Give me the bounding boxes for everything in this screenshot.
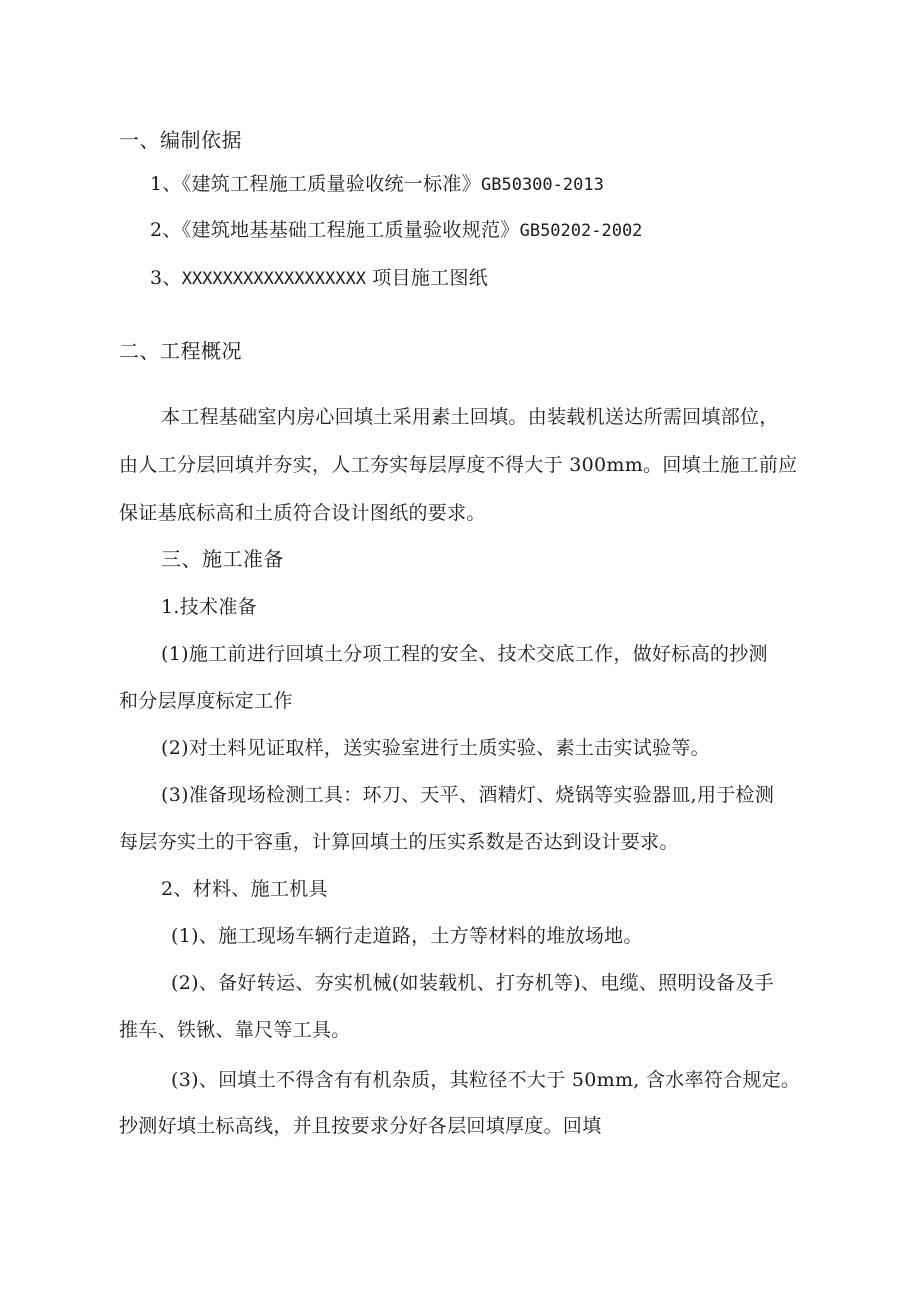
basis-item-2-title: 2、《建筑地基基础工程施工质量验收规范》 [150,219,520,241]
basis-item-3 [150,265,488,292]
materials-item-2-line-2: 推车、铁锹、靠尺等工具。 [119,1019,351,1041]
basis-item-2-code: GB50202-2002 [519,221,643,241]
overview-line-1: 本工程基础室内房心回填土采用素土回填。由装载机送达所需回填部位， [161,406,779,428]
overview-line-2: 由人工分层回填并夯实，人工夯实每层厚度不得大于 300mm。回填土施工前应 [119,454,798,476]
basis-item-1 [150,171,604,198]
section-heading-preparation: 三、施工准备 [161,547,284,571]
basis-item-1-code: GB50300-2013 [481,175,604,195]
materials-item-3-line-2: 抄测好填土标高线，并且按要求分好各层回填厚度。回填 [119,1115,602,1137]
technical-item-2: (2)对土料见证取样，送实验室进行土质实验、素土击实试验等。 [161,737,710,759]
subheading-technical: 1.技术准备 [161,596,257,618]
materials-item-3-line-1: (3)、回填土不得含有有机杂质，其粒径不大于 50mm, 含水率符合规定。 [171,1069,801,1091]
basis-item-2 [150,217,642,244]
technical-item-1-line-2: 和分层厚度标定工作 [119,690,293,712]
technical-item-1-line-1: (1)施工前进行回填土分项工程的安全、技术交底工作，做好标高的抄测 [161,643,768,665]
materials-item-1: (1)、施工现场车辆行走道路，土方等材料的堆放场地。 [171,925,643,947]
technical-item-3-line-1: (3)准备现场检测工具：环刀、天平、酒精灯、烧锅等实验器皿,用于检测 [161,784,775,806]
technical-item-3-line-2: 每层夯实土的干容重，计算回填土的压实系数是否达到设计要求。 [119,831,679,853]
section-heading-overview: 二、工程概况 [119,339,242,363]
basis-item-3-prefix: 3、 [150,267,182,289]
overview-line-3: 保证基底标高和土质符合设计图纸的要求。 [119,502,486,524]
basis-item-1-title: 1、《建筑工程施工质量验收统一标准》 [150,173,481,195]
materials-item-2-line-1: (2)、备好转运、夯实机械(如装载机、打夯机等)、电缆、照明设备及手 [171,972,774,994]
subheading-materials: 2、材料、施工机具 [161,878,328,900]
basis-item-3-suffix: 项目施工图纸 [365,267,489,289]
basis-item-3-code: XXXXXXXXXXXXXXXXXX [181,269,366,289]
section-heading-basis: 一、编制依据 [119,128,242,152]
